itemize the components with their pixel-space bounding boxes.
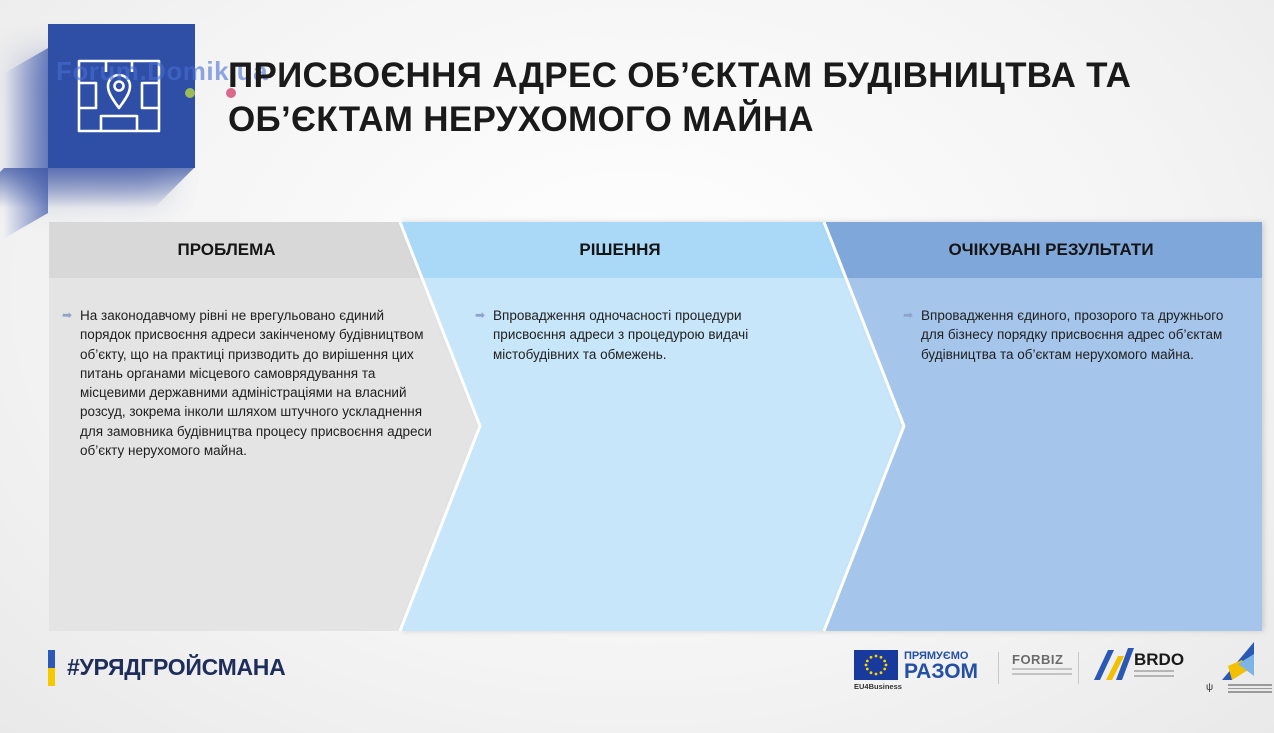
pryamuemo-label: ПРЯМУЄМО xyxy=(904,650,969,662)
arrow-right-icon: ➡ xyxy=(475,308,486,322)
coat-of-arms-icon: ψ xyxy=(1206,682,1214,693)
results-text-content: Впровадження єдиного, прозорого та дружнього для бізнесу порядку присвоєння адрес об’єктам будівництва та об’єктам нерухомого майна. xyxy=(921,308,1224,362)
logo-divider xyxy=(1078,652,1079,684)
column-title-results: ОЧІКУВАНІ РЕЗУЛЬТАТИ xyxy=(948,240,1154,259)
solution-text-content: Впровадження одночасності процедури присвоєння адреси з процедурою видачі містобудівних та обмежень. xyxy=(493,308,749,362)
column-title-problem: ПРОБЛЕМА xyxy=(177,240,276,259)
razom-label: РАЗОМ xyxy=(904,660,979,683)
arrow-right-icon: ➡ xyxy=(903,308,914,322)
results-text xyxy=(903,306,1237,364)
eu-flag-icon xyxy=(854,650,898,680)
government-office-logo-icon xyxy=(1218,640,1258,682)
page-title-line-1: ПРИСВОЄННЯ АДРЕС ОБ’ЄКТАМ БУДІВНИЦТВА ТА xyxy=(228,56,1132,95)
eu4business-label: EU4Business xyxy=(854,682,902,691)
solution-text xyxy=(475,306,793,364)
footer-hashtag: #УРЯДГРОЙСМАНА xyxy=(67,654,286,680)
forbiz-subtitle-lines xyxy=(1012,668,1072,678)
watermark: Forum.Domik.ua xyxy=(56,56,269,86)
brdo-subtitle-lines xyxy=(1134,670,1174,680)
government-office-subtitle-lines xyxy=(1228,684,1272,695)
column-title-solution: РІШЕННЯ xyxy=(579,240,661,259)
page-title-line-2: ОБ’ЄКТАМ НЕРУХОМОГО МАЙНА xyxy=(228,100,814,139)
brdo-logo: BRDO xyxy=(1134,650,1185,669)
problem-text xyxy=(62,306,432,460)
problem-text-content: На законодавчому рівні не врегульовано єдиний порядок присвоєння адреси закінченому будівництвом об’єкту, що на практиці призводить до вирішення цих питань органами місцевого самоврядування та місцевими державними адміністраціями на власний розсуд, зокрема інколи шляхом штучного ускладнення для замовника будівництва процесу присвоєння адреси об’єкту нерухомого майна. xyxy=(80,308,432,459)
ukraine-flag-icon xyxy=(48,650,55,686)
logo-divider xyxy=(998,652,999,684)
arrow-right-icon: ➡ xyxy=(62,308,73,322)
brdo-logo-mark-icon xyxy=(1092,644,1134,686)
forbiz-logo: FORBIZ xyxy=(1012,652,1064,667)
partner-logos xyxy=(852,640,1272,700)
